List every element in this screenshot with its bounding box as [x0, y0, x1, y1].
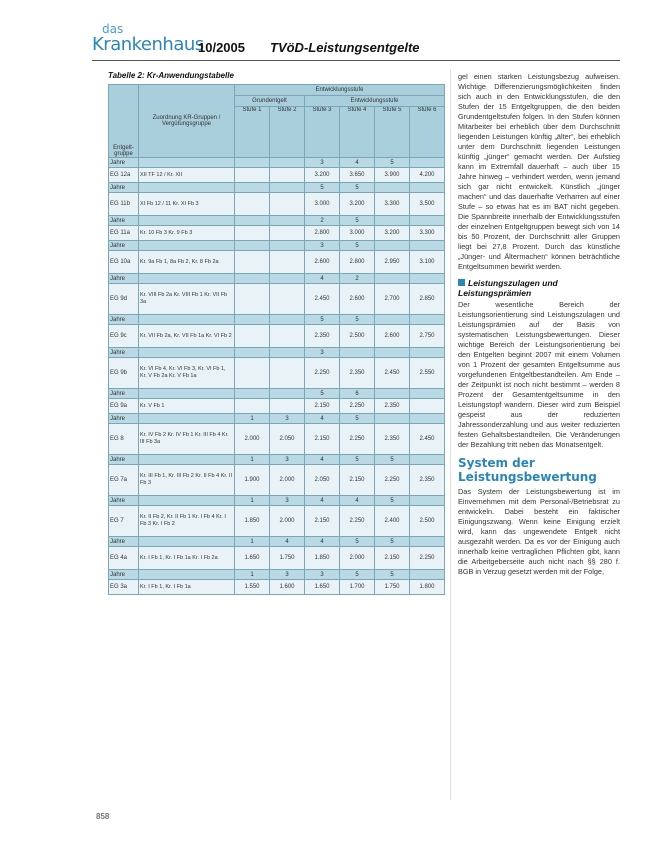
value-cell: 3.200 [305, 168, 340, 183]
jahre-row [109, 158, 445, 168]
table-row [109, 399, 445, 414]
value-cell [375, 315, 410, 325]
row-group [139, 158, 235, 168]
value-cell: 1 [235, 414, 270, 424]
value-cell: 2.550 [410, 358, 445, 389]
value-cell: 1 [235, 455, 270, 465]
row-group: Kr. V Fb 1 [139, 399, 235, 414]
jahre-row [109, 348, 445, 358]
row-label: EG 3a [109, 580, 139, 595]
value-cell [270, 251, 305, 274]
row-group: Kr. I Fb 1, Kr. I Fb 1a Kr. I Fb 2a [139, 547, 235, 570]
row-group: Kr. VIII Fb 2a Kr. VIII Fb 1 Kr. VII Fb 3a [139, 284, 235, 315]
value-cell [235, 193, 270, 216]
value-cell [270, 358, 305, 389]
value-cell: 2.800 [340, 251, 375, 274]
value-cell: 2.000 [270, 465, 305, 496]
row-group [139, 241, 235, 251]
row-group: XI Fb 12 / 11 Kr. XI Fb 3 [139, 193, 235, 216]
row-label: Jahre [109, 158, 139, 168]
table-row [109, 358, 445, 389]
value-cell [235, 226, 270, 241]
value-cell: 5 [375, 158, 410, 168]
page-header [92, 16, 612, 56]
value-cell: 4 [340, 496, 375, 506]
value-cell [235, 315, 270, 325]
header-entwicklungsstufen: Entwicklungsstufe [305, 96, 445, 107]
value-cell: 2.350 [410, 465, 445, 496]
row-group [139, 348, 235, 358]
row-group [139, 315, 235, 325]
value-cell: 1.650 [305, 580, 340, 595]
column-divider [450, 70, 451, 800]
value-cell [340, 348, 375, 358]
jahre-row [109, 455, 445, 465]
value-cell [235, 168, 270, 183]
value-cell: 1.700 [340, 580, 375, 595]
value-cell [410, 455, 445, 465]
value-cell [270, 399, 305, 414]
value-cell: 5 [375, 455, 410, 465]
value-cell [375, 241, 410, 251]
row-label: EG 11a [109, 226, 139, 241]
row-label: EG 12a [109, 168, 139, 183]
value-cell [410, 389, 445, 399]
value-cell [270, 183, 305, 193]
value-cell: 2.150 [305, 506, 340, 537]
header-stufe: Stufe 3 [305, 107, 340, 158]
value-cell [235, 358, 270, 389]
header-grundentgelt: Grundentgelt [235, 96, 305, 107]
jahre-row [109, 570, 445, 580]
row-label: EG 7 [109, 506, 139, 537]
value-cell: 2.750 [410, 325, 445, 348]
subheading-leistungszulagen [458, 278, 620, 298]
table-row [109, 506, 445, 537]
value-cell: 2.150 [305, 424, 340, 455]
header-rule [92, 60, 620, 61]
value-cell [375, 274, 410, 284]
row-group: XII TF 12 / Kr. XII [139, 168, 235, 183]
value-cell [410, 183, 445, 193]
value-cell: 2.150 [340, 465, 375, 496]
value-cell [235, 399, 270, 414]
value-cell: 2 [340, 274, 375, 284]
value-cell [410, 414, 445, 424]
value-cell [410, 274, 445, 284]
row-label: Jahre [109, 414, 139, 424]
value-cell: 2.250 [340, 506, 375, 537]
table-row [109, 547, 445, 570]
value-cell: 2.850 [410, 284, 445, 315]
row-label: Jahre [109, 570, 139, 580]
value-cell [270, 315, 305, 325]
value-cell [235, 183, 270, 193]
paragraph: Das System der Leistungsbewertung ist im Einvernehmen mit dem Personal-/Betriebsrat zu entwickeln. Dabei besteht ein faktischer Einigungszwang. Wenn keine Einigung erzielt wird, kann das ungewendete Entgelt nicht ausgezahlt werden. Da es vor der Einigung auch innerhalb keine vertraglichen Pflichten gibt, kann die Arbeitgeberseite auch nicht nach §§ 280 f. BGB in Verzug gesetzt werden mit der Folge, [458, 487, 620, 576]
value-cell: 3.100 [410, 251, 445, 274]
row-group [139, 455, 235, 465]
value-cell [410, 158, 445, 168]
value-cell: 4 [305, 496, 340, 506]
value-cell [270, 168, 305, 183]
value-cell: 1.800 [410, 580, 445, 595]
square-bullet-icon [458, 279, 465, 286]
page-number: 858 [96, 812, 110, 821]
value-cell: 5 [340, 183, 375, 193]
header-stufe: Stufe 4 [340, 107, 375, 158]
row-group: Kr. VI Fb 4, Kr. VI Fb 3, Kr. VI Fb 1, Kr. V Fb 2a Kr. V Fb 1a [139, 358, 235, 389]
value-cell [235, 274, 270, 284]
pay-table [108, 84, 445, 595]
row-group: Kr. 9a Fb 1, 8a Fb 2, Kr. 8 Fb 2a [139, 251, 235, 274]
value-cell: 2.600 [375, 325, 410, 348]
table-row [109, 168, 445, 183]
value-cell: 5 [340, 315, 375, 325]
value-cell [235, 348, 270, 358]
row-label: EG 9b [109, 358, 139, 389]
row-label: Jahre [109, 315, 139, 325]
value-cell: 1.750 [270, 547, 305, 570]
value-cell: 5 [305, 389, 340, 399]
value-cell: 5 [340, 414, 375, 424]
value-cell [270, 348, 305, 358]
value-cell [270, 226, 305, 241]
value-cell [410, 537, 445, 547]
value-cell: 3.000 [340, 226, 375, 241]
running-title: TVöD-Leistungsentgelte [270, 40, 420, 55]
value-cell [235, 389, 270, 399]
value-cell [270, 284, 305, 315]
header-entwicklungsstufe-group: Entwicklungsstufe [235, 85, 445, 96]
value-cell: 4 [340, 158, 375, 168]
row-label: EG 9c [109, 325, 139, 348]
row-label: Jahre [109, 274, 139, 284]
issue-number: 10/2005 [198, 40, 245, 55]
value-cell: 2.600 [340, 284, 375, 315]
header-zuordnung: Zuordnung KR-Gruppen / Vergütungsgruppe [139, 85, 235, 158]
table-row [109, 193, 445, 216]
value-cell: 2.800 [305, 226, 340, 241]
value-cell: 2.150 [305, 399, 340, 414]
value-cell: 2.250 [410, 547, 445, 570]
value-cell: 5 [375, 496, 410, 506]
table-row [109, 325, 445, 348]
value-cell: 2.400 [375, 506, 410, 537]
jahre-row [109, 315, 445, 325]
value-cell: 2.250 [375, 465, 410, 496]
value-cell [410, 216, 445, 226]
value-cell: 1.600 [270, 580, 305, 595]
value-cell: 3.300 [375, 193, 410, 216]
value-cell: 3 [270, 455, 305, 465]
row-label: Jahre [109, 216, 139, 226]
row-group: Kr. 10 Fb 3 Kr. 9 Fb 3 [139, 226, 235, 241]
row-group [139, 389, 235, 399]
value-cell: 2.450 [375, 358, 410, 389]
row-label: EG 9a [109, 399, 139, 414]
value-cell [270, 216, 305, 226]
row-label: Jahre [109, 389, 139, 399]
value-cell [235, 251, 270, 274]
value-cell: 2.350 [305, 325, 340, 348]
row-group [139, 216, 235, 226]
value-cell: 3.500 [410, 193, 445, 216]
value-cell: 4 [305, 414, 340, 424]
value-cell [410, 496, 445, 506]
value-cell [270, 158, 305, 168]
value-cell: 2.350 [340, 358, 375, 389]
value-cell: 5 [375, 570, 410, 580]
value-cell: 2.950 [375, 251, 410, 274]
jahre-row [109, 537, 445, 547]
value-cell: 2.350 [375, 424, 410, 455]
row-group [139, 496, 235, 506]
value-cell: 3.200 [375, 226, 410, 241]
row-group [139, 183, 235, 193]
row-label: EG 9d [109, 284, 139, 315]
row-group: Kr. II Fb 2, Kr. II Fb 1 Kr. I Fb 4 Kr. I Fb 3 Kr. I Fb 2 [139, 506, 235, 537]
jahre-row [109, 414, 445, 424]
value-cell: 1.850 [305, 547, 340, 570]
row-label: EG 7a [109, 465, 139, 496]
value-cell [235, 325, 270, 348]
jahre-row [109, 274, 445, 284]
value-cell: 1.750 [375, 580, 410, 595]
value-cell [270, 389, 305, 399]
value-cell: 2.700 [375, 284, 410, 315]
value-cell: 6 [340, 389, 375, 399]
jahre-row [109, 241, 445, 251]
value-cell: 1 [235, 496, 270, 506]
value-cell: 2.500 [340, 325, 375, 348]
row-group [139, 570, 235, 580]
value-cell: 1.550 [235, 580, 270, 595]
value-cell: 5 [340, 570, 375, 580]
value-cell: 2.350 [375, 399, 410, 414]
value-cell: 1.850 [235, 506, 270, 537]
logo-das: das [102, 22, 124, 36]
paragraph: Der wesentliche Bereich der Leistungsorientierung sind Leistungszulagen und Leistungsprämien auf der Basis von systematischen Leistungsbewertungen. Dieser wichtige Bereich der Leistungsorientierung bei den Entgelten beginnt 2007 mit einem Volumen von 1 Prozent der gesamten Entgeltsumme aus vorgefundenen Entgeltbestandteilen. Am Ende – der Zeitpunkt ist noch nicht bestimmt – werden 8 Prozent der Gesamtentgeltsumme in den Leistungstopf wandern. Dieser wird zum Beispiel gespeist aus der reduzierten Jahressonderzahlung und aus weiter reduzierten festen Gehaltsbestandteilen. Die Veränderungen der Bezahlung tritt neben das Monatsentgelt. [458, 300, 620, 449]
value-cell: 2.000 [340, 547, 375, 570]
table-row [109, 465, 445, 496]
value-cell [375, 414, 410, 424]
row-group: Kr. IV Fb 2 Kr. IV Fb 1 Kr. III Fb 4 Kr. III Fb 3a [139, 424, 235, 455]
value-cell: 2.250 [340, 424, 375, 455]
jahre-row [109, 496, 445, 506]
value-cell: 4 [305, 455, 340, 465]
value-cell: 5 [305, 183, 340, 193]
header-stufe: Stufe 2 [270, 107, 305, 158]
value-cell: 4.200 [410, 168, 445, 183]
value-cell: 3 [305, 348, 340, 358]
value-cell: 4 [305, 274, 340, 284]
value-cell [235, 216, 270, 226]
value-cell [410, 348, 445, 358]
value-cell [410, 241, 445, 251]
value-cell: 5 [340, 455, 375, 465]
value-cell [235, 284, 270, 315]
value-cell: 3.900 [375, 168, 410, 183]
section-heading: System der Leistungsbewertung [458, 456, 597, 484]
row-group [139, 537, 235, 547]
row-label: Jahre [109, 496, 139, 506]
value-cell [375, 183, 410, 193]
value-cell: 3.650 [340, 168, 375, 183]
row-group [139, 274, 235, 284]
value-cell: 5 [375, 537, 410, 547]
table-row [109, 424, 445, 455]
jahre-row [109, 183, 445, 193]
value-cell [235, 158, 270, 168]
value-cell: 3 [270, 570, 305, 580]
value-cell: 5 [340, 216, 375, 226]
value-cell [410, 570, 445, 580]
value-cell [375, 216, 410, 226]
header-entgeltgruppe: Entgelt-gruppe [109, 85, 139, 158]
row-label: Jahre [109, 455, 139, 465]
value-cell: 3 [305, 241, 340, 251]
value-cell: 2.150 [375, 547, 410, 570]
right-column [458, 72, 620, 581]
value-cell: 3 [305, 158, 340, 168]
logo-krankenhaus: Krankenhaus [92, 34, 204, 55]
row-group: Kr. I Fb 1, Kr. I Fb 1a [139, 580, 235, 595]
value-cell [375, 389, 410, 399]
row-label: EG 8 [109, 424, 139, 455]
row-label: Jahre [109, 537, 139, 547]
jahre-row [109, 389, 445, 399]
value-cell: 3.200 [340, 193, 375, 216]
row-group [139, 414, 235, 424]
row-label: EG 10a [109, 251, 139, 274]
subheading-text: Leistungszulagen und Leistungsprämien [458, 278, 558, 298]
value-cell: 5 [305, 315, 340, 325]
value-cell: 3 [270, 496, 305, 506]
value-cell: 5 [340, 241, 375, 251]
jahre-row [109, 216, 445, 226]
value-cell: 3 [305, 570, 340, 580]
value-cell: 2 [305, 216, 340, 226]
value-cell: 2.250 [340, 399, 375, 414]
value-cell: 2.250 [305, 358, 340, 389]
value-cell: 3.000 [305, 193, 340, 216]
row-label: EG 4a [109, 547, 139, 570]
value-cell: 1.900 [235, 465, 270, 496]
row-group: Kr. VII Fb 2a, Kr. VII Fb 1a Kr. VI Fb 2 [139, 325, 235, 348]
row-label: EG 11b [109, 193, 139, 216]
paragraph: gel einen starken Leistungsbezug aufweisen. Wichtige Differenzierungsmöglichkeiten finden sich auch in den Entwicklungsstufen, die den Stufen der 15 Entgeltgruppen, die den beiden Grundentgeltstufen folgen. In den Stufen können Mitarbeiter bei erheblich über dem Durchschnitt liegenden Leistungen künftig „älter“, bei erheblich unter dem Durchschnitt liegenden Leistungen künftig „jünger“ gemacht werden. Der Aufstieg kann im Extremfall dauerhaft – auch über 15 Jahre hinweg – verhindert werden, wenn jemand sich gar nicht entwickelt. Künstlich „jünger machen“ und das dauerhafte Verharren auf einer Stufe – so etwas hat es im BAT nicht gegeben. Die Spannbreite innerhalb der Entwicklungsstufen der einzelnen Entgeltgruppen bewegt sich von 14 bis 50 Prozent, der Durchschnitt aller Gruppen liegt bei 27,8 Prozent. Durch das künstliche „Jünger- und Ältermachen“ können beträchtliche Entgeltsummen bewirkt werden. [458, 72, 620, 271]
table-row [109, 284, 445, 315]
table-row [109, 580, 445, 595]
value-cell: 2.600 [305, 251, 340, 274]
value-cell [375, 348, 410, 358]
value-cell [270, 274, 305, 284]
value-cell [270, 325, 305, 348]
value-cell: 2.450 [410, 424, 445, 455]
value-cell: 2.000 [235, 424, 270, 455]
value-cell: 1.650 [235, 547, 270, 570]
value-cell [410, 399, 445, 414]
header-stufe: Stufe 6 [410, 107, 445, 158]
header-stufe: Stufe 1 [235, 107, 270, 158]
row-label: Jahre [109, 241, 139, 251]
row-label: Jahre [109, 348, 139, 358]
value-cell [270, 193, 305, 216]
table-row [109, 251, 445, 274]
value-cell [410, 315, 445, 325]
value-cell [270, 241, 305, 251]
value-cell: 2.450 [305, 284, 340, 315]
value-cell: 5 [340, 537, 375, 547]
table-row [109, 226, 445, 241]
table-caption: Tabelle 2: Kr-Anwendungstabelle [108, 71, 234, 80]
value-cell: 4 [305, 537, 340, 547]
value-cell: 1 [235, 537, 270, 547]
header-stufe: Stufe 5 [375, 107, 410, 158]
value-cell: 3.300 [410, 226, 445, 241]
value-cell: 2.050 [305, 465, 340, 496]
value-cell: 2.050 [270, 424, 305, 455]
value-cell: 4 [270, 537, 305, 547]
value-cell: 2.000 [270, 506, 305, 537]
value-cell [235, 241, 270, 251]
row-group: Kr. III Fb 1, Kr. III Fb 2 Kr. II Fb 4 Kr. II Fb 3 [139, 465, 235, 496]
row-label: Jahre [109, 183, 139, 193]
value-cell: 3 [270, 414, 305, 424]
value-cell: 1 [235, 570, 270, 580]
value-cell: 2.500 [410, 506, 445, 537]
